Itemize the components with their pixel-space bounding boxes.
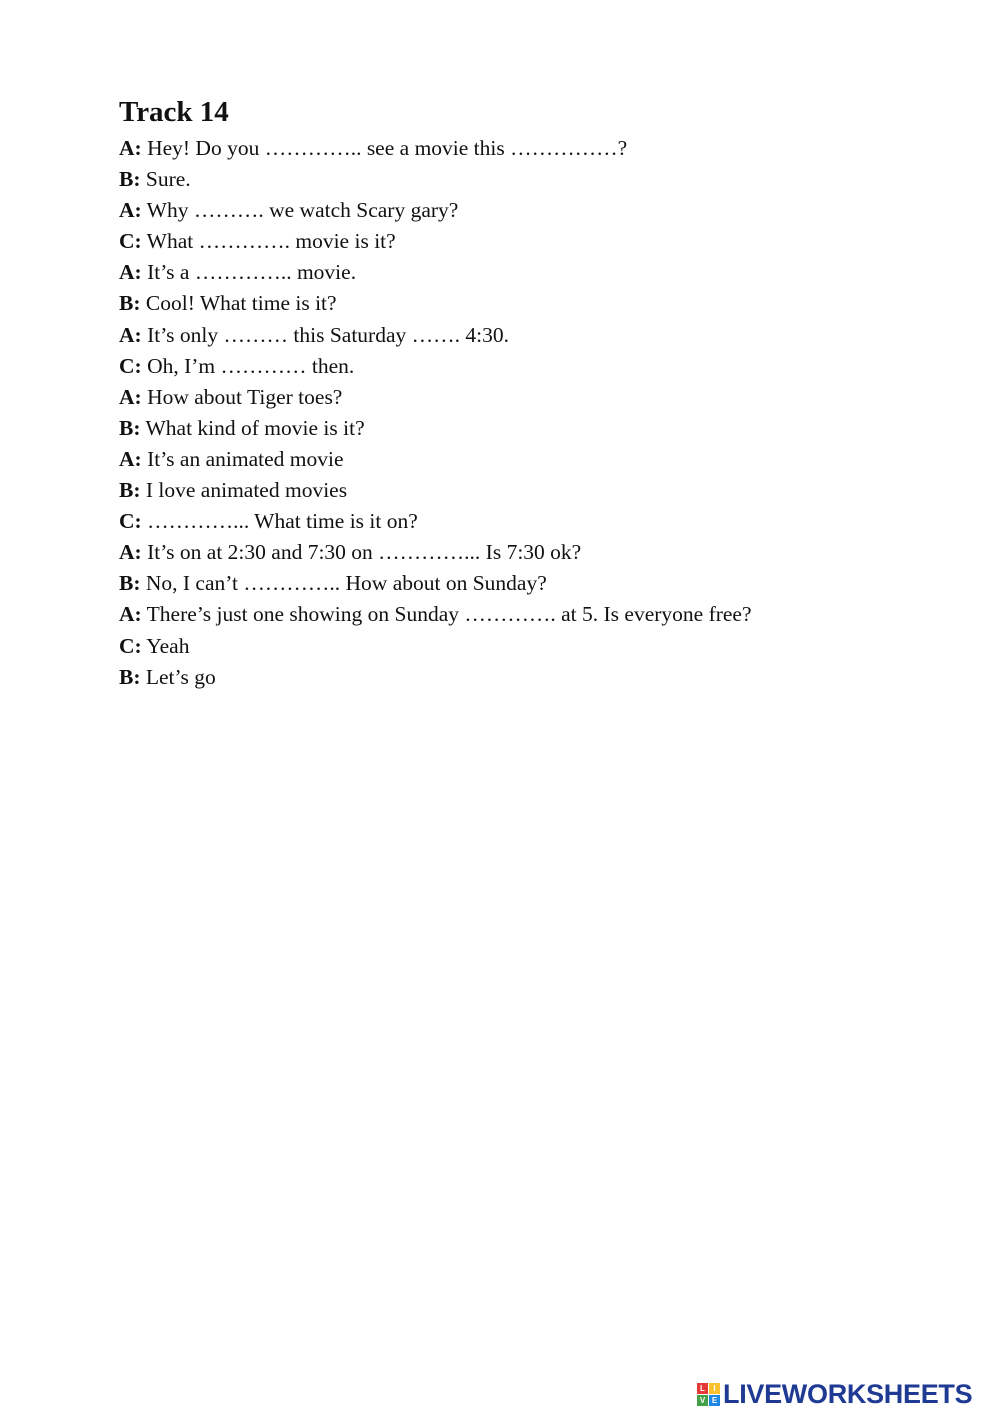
dialogue-line xyxy=(119,288,979,319)
dialogue xyxy=(119,133,979,693)
speaker-label: B: xyxy=(119,571,141,596)
speaker-label: C: xyxy=(119,353,142,378)
dialogue-line xyxy=(119,164,979,195)
dialogue-line xyxy=(119,662,979,693)
line-text: Yeah xyxy=(141,633,190,658)
line-text: No, I can’t ………….. How about on Sunday? xyxy=(140,571,547,596)
logo-text: LIVEWORKSHEETS xyxy=(723,1379,973,1409)
dialogue-line xyxy=(119,257,979,288)
dialogue-line xyxy=(119,382,979,413)
dialogue-line xyxy=(119,320,979,351)
line-text: Oh, I’m ………… then. xyxy=(141,353,355,378)
line-text: How about Tiger toes? xyxy=(141,384,343,409)
speaker-label: A: xyxy=(119,384,142,409)
line-text: Hey! Do you ………….. see a movie this ……………? xyxy=(141,136,628,160)
line-text: …………... What time is it on? xyxy=(141,509,418,534)
liveworksheets-logo xyxy=(697,1377,972,1411)
speaker-label: A: xyxy=(119,322,142,347)
speaker-label: A: xyxy=(119,260,142,285)
speaker-label: A: xyxy=(119,136,142,160)
line-text: It’s only ……… this Saturday ……. 4:30. xyxy=(141,322,509,347)
speaker-label: B: xyxy=(119,478,141,503)
speaker-label: A: xyxy=(119,540,142,565)
line-text: There’s just one showing on Sunday …………. at 5. Is everyone free? xyxy=(141,602,752,627)
logo-tile: E xyxy=(709,1395,720,1406)
dialogue-line xyxy=(119,133,979,164)
logo-tile: V xyxy=(697,1395,708,1406)
speaker-label: C: xyxy=(119,229,142,254)
speaker-label: A: xyxy=(119,602,142,627)
dialogue-line xyxy=(119,631,979,662)
page-title: Track 14 xyxy=(119,96,229,128)
logo-tile: I xyxy=(709,1383,720,1394)
logo-tiles-icon xyxy=(697,1383,720,1406)
line-text: Cool! What time is it? xyxy=(140,291,337,316)
dialogue-line xyxy=(119,506,979,537)
speaker-label: B: xyxy=(119,664,141,689)
line-text: It’s a ………….. movie. xyxy=(141,260,357,285)
speaker-label: C: xyxy=(119,633,142,658)
dialogue-line xyxy=(119,413,979,444)
dialogue-line xyxy=(119,599,979,630)
line-text: Sure. xyxy=(140,167,191,192)
speaker-label: B: xyxy=(119,167,141,192)
line-text: What kind of movie is it? xyxy=(140,415,365,440)
line-text: It’s on at 2:30 and 7:30 on …………... Is 7:30 ok? xyxy=(141,540,582,565)
line-text: I love animated movies xyxy=(140,478,348,503)
line-text: Why ………. we watch Scary gary? xyxy=(141,198,459,223)
line-text: What …………. movie is it? xyxy=(141,229,396,254)
speaker-label: C: xyxy=(119,509,142,534)
dialogue-line xyxy=(119,351,979,382)
dialogue-line xyxy=(119,568,979,599)
dialogue-line xyxy=(119,195,979,226)
dialogue-line xyxy=(119,537,979,568)
dialogue-line xyxy=(119,444,979,475)
logo-tile: L xyxy=(697,1383,708,1394)
dialogue-line xyxy=(119,475,979,506)
dialogue-line xyxy=(119,226,979,257)
line-text: Let’s go xyxy=(140,664,216,689)
speaker-label: A: xyxy=(119,446,142,471)
speaker-label: B: xyxy=(119,291,141,316)
speaker-label: A: xyxy=(119,198,142,223)
line-text: It’s an animated movie xyxy=(141,446,344,471)
speaker-label: B: xyxy=(119,415,141,440)
